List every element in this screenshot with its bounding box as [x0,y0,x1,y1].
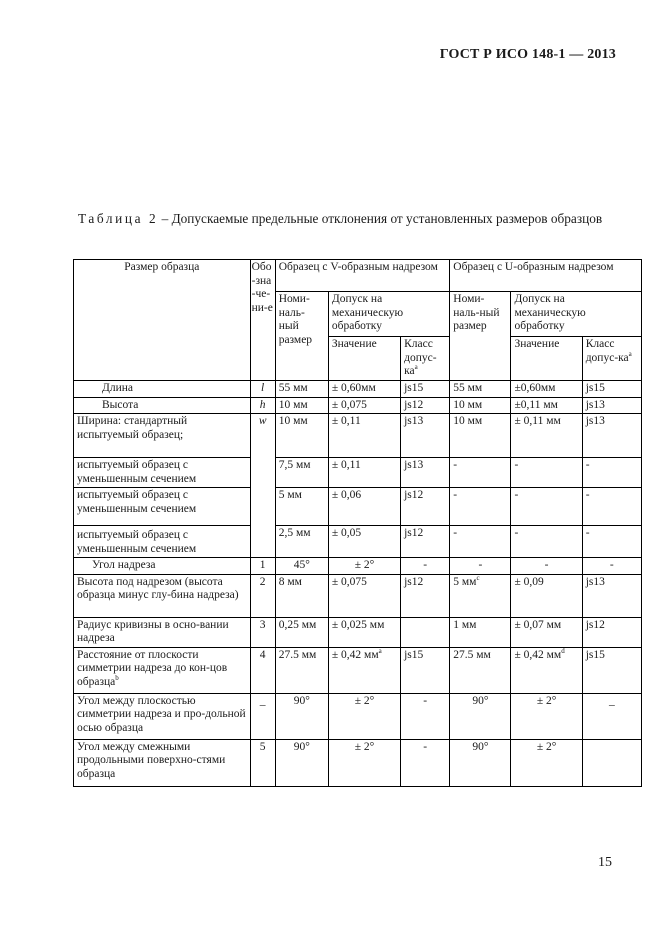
header-class-u: Класс допус-$ка^а$ [582,337,641,381]
table-row: Угол между плоскостью симметрии надреза и про-дольной осью образца _ 90° ± 2° - 90° ± 2° _ [74,693,642,739]
table-row: Длина l 55 мм ± 0,60мм js15 55 мм ±0,60мм js15 [74,381,642,398]
table-caption [78,205,618,232]
table-row: Радиус кривизны в осно-вании надреза 3 0,25 мм ± 0,025 мм 1 мм ± 0,07 мм js12 [74,617,642,647]
document-header: ГОСТ Р ИСО 148-1 — 2013 [439,47,616,62]
header-class-v: Класс допус-$ка^а$ [401,337,450,381]
page-number: 15 [598,855,612,870]
table-row: Ширина: стандартный испытуемый образец; w 10 мм ± 0,11 js13 10 мм ± 0,11 мм js13 [74,414,642,458]
header-designation: Обо-зна-че-ни-е [250,260,275,381]
header-nominal-size-v: Номи-наль-ный размер [275,292,328,381]
table-row: Расстояние от плоскости симметрии надреза до кон-цов образца$^b$ 4 27.5 мм ± 0,42 $мм^а$ js15 27.5 мм ± 0,42 $мм^d$ js15 [74,647,642,693]
table-row: испытуемый образец с уменьшенным сечением 5 мм ± 0,06 js12 - - - [74,488,642,526]
table-row: Угол надреза 1 45° ± 2° - - - - [74,558,642,575]
caption-lead: Таблица 2 [78,211,159,226]
header-u-notch: Образец с U-образным надрезом [450,260,642,292]
header-v-notch: Образец с V-образным надрезом [275,260,450,292]
header-value-v: Значение [328,337,400,381]
header-tolerance-u: Допуск на механическую обработку [511,292,642,337]
table-row: Высота h 10 мм ± 0,075 js12 10 мм ±0,11 мм js13 [74,397,642,414]
header-nominal-size-u: Номи-наль-ный размер [450,292,511,381]
table-row: испытуемый образец с уменьшенным сечением 7,5 мм ± 0,11 js13 - - - [74,458,642,488]
tolerance-table [73,259,642,787]
table-row: Высота под надрезом (высота образца минус глу-бина надреза) 2 8 мм ± 0,075 js12 5 $мм^с$ ± 0,09 js13 [74,574,642,617]
header-specimen-size: Размер образца [74,260,251,381]
header-value-u: Значение [511,337,582,381]
table-row: Угол между смежными продольными поверхно-стями образца 5 90° ± 2° - 90° ± 2° [74,739,642,786]
header-tolerance-v: Допуск на механическую обработку [328,292,449,337]
table-row: испытуемый образец с уменьшенным сечением 2,5 мм ± 0,05 js12 - - - [74,526,642,558]
caption-text: – Допускаемые предельные отклонения от установленных размеров образцов [158,211,603,226]
